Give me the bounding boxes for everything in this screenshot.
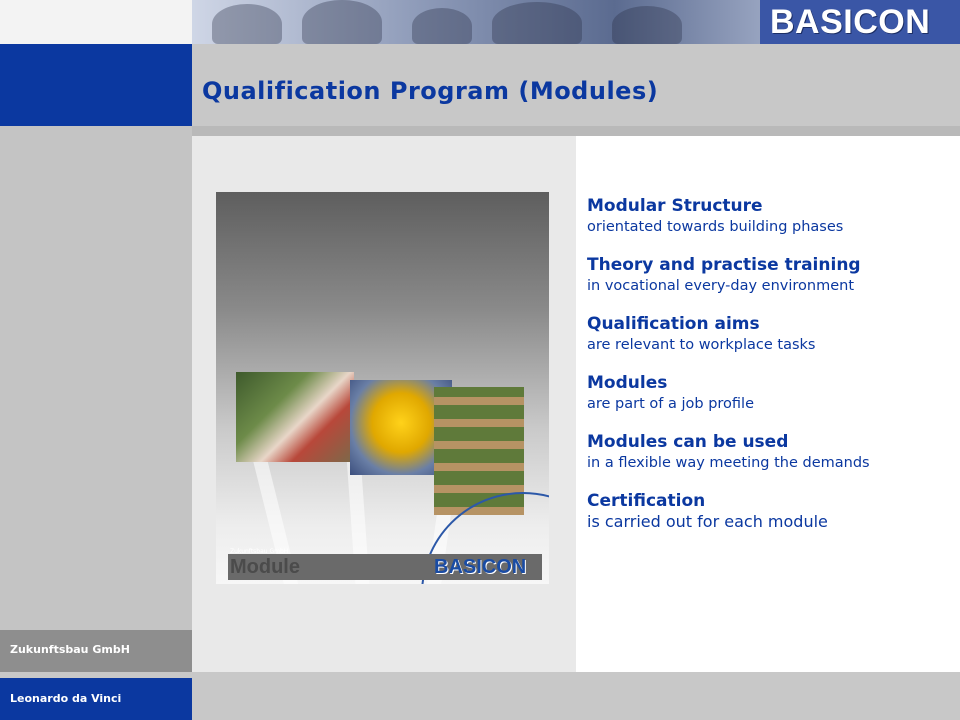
page-title: Qualification Program (Modules) (202, 77, 659, 105)
list-item (587, 254, 957, 296)
point-description: are relevant to workplace tasks (587, 337, 816, 353)
point-description: are part of a job profile (587, 396, 754, 412)
point-description: orientated towards building phases (587, 219, 844, 235)
list-item (587, 195, 957, 237)
program-box (0, 678, 192, 720)
banner-figure (612, 6, 682, 44)
company-box (0, 630, 192, 672)
point-heading: Modular Structure (587, 196, 763, 216)
banner-figure (302, 0, 382, 44)
banner-figure (412, 8, 472, 44)
banner-figure (212, 4, 282, 44)
module-booklet-cover (216, 192, 549, 584)
point-heading: Modules (587, 373, 668, 393)
cover-logo-text: BASICON (434, 556, 527, 578)
top-left-corner (0, 0, 192, 44)
list-item (587, 372, 957, 414)
point-heading: Qualification aims (587, 314, 760, 334)
title-bar (192, 44, 960, 126)
brand-logo (760, 0, 960, 44)
sidebar-accent-block (0, 44, 192, 126)
banner-figure (492, 2, 582, 44)
point-heading: Theory and practise training (587, 255, 861, 275)
point-description: is carried out for each module (587, 512, 828, 531)
footer-strip (192, 672, 960, 720)
list-item (587, 313, 957, 355)
point-description: in vocational every-day environment (587, 278, 855, 294)
logo-text: BASICON (770, 3, 931, 41)
point-description: in a flexible way meeting the demands (587, 455, 870, 471)
cover-module-label: Module (230, 556, 300, 578)
program-name: Leonardo da Vinci (10, 692, 122, 705)
key-points-list (587, 195, 957, 549)
list-item (587, 490, 957, 532)
company-name: Zukunftsbau GmbH (10, 643, 130, 656)
point-heading: Modules can be used (587, 432, 789, 452)
point-heading: Certification (587, 491, 706, 511)
title-divider (192, 126, 960, 136)
sidebar (0, 126, 192, 630)
cover-company-name: Zukunftsbau GmbH (230, 548, 289, 555)
list-item (587, 431, 957, 473)
first-aid-photo (236, 372, 354, 462)
